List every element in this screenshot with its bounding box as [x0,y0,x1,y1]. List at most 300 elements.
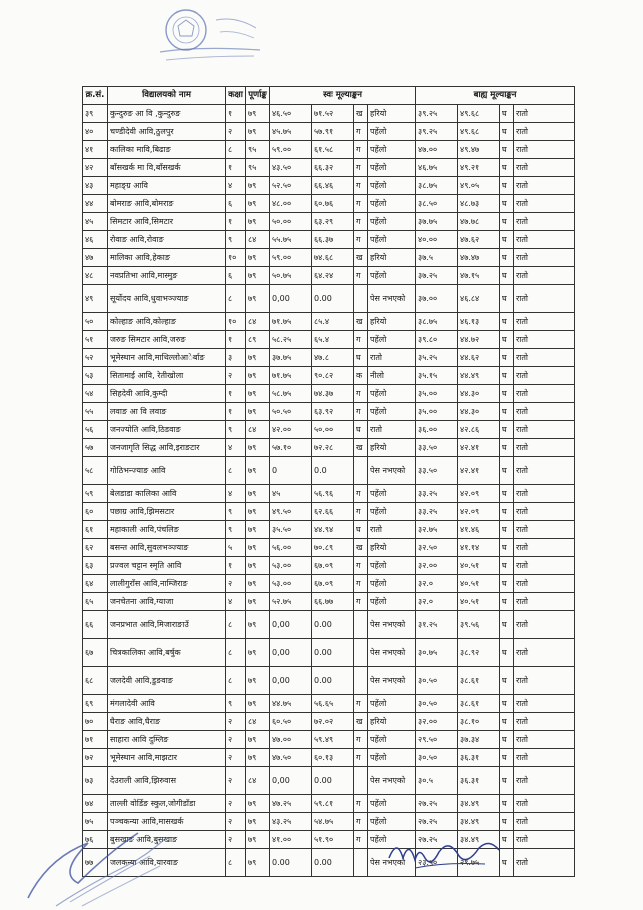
cell-internal-grade: घ [354,349,368,367]
cell-internal-score: ५८.२५ [270,331,312,349]
cell-internal-color: पहेंलो [368,267,416,285]
cell-school-name: साहारा आवि दुम्लिङ [108,731,226,749]
cell-external-color: रातो [514,713,575,731]
cell-external-percent: ४७.६२ [458,231,500,249]
cell-external-grade: घ [500,231,514,249]
cell-class: १ [226,213,246,231]
cell-full-marks: ७९ [246,267,270,285]
cell-external-score: २९.५० [416,731,458,749]
cell-school-name: जनजागृति सिद्ध आवि,इराङटार [108,439,226,457]
cell-external-score: ४६.७५ [416,159,458,177]
cell-sn: ४१ [83,141,108,159]
cell-internal-score: ५०.७५ [270,267,312,285]
cell-external-percent: ४४.६२ [458,349,500,367]
cell-external-percent: ३८.६१ [458,695,500,713]
cell-full-marks: ८४ [246,421,270,439]
table-row [83,313,575,331]
cell-internal-grade [354,667,368,695]
cell-external-score: ३३.५० [416,439,458,457]
cell-class: ८ [226,457,246,485]
cell-internal-score: ४९.५० [270,503,312,521]
cell-internal-percent: ४७.८ [312,349,354,367]
cell-sn: ७७ [83,849,108,877]
header-school: विद्यालयको नाम [108,87,226,105]
cell-internal-percent: 0.00 [312,667,354,695]
cell-class: ९ [226,503,246,521]
cell-external-percent: ३७.३४ [458,731,500,749]
cell-school-name: पञ्चकन्या आवि,मासखर्क [108,813,226,831]
cell-external-grade: घ [500,611,514,639]
cell-class: ३ [226,349,246,367]
cell-school-name: रोवाङ आवि,रोवाङ [108,231,226,249]
cell-external-score: ३९.२५ [416,123,458,141]
table-row [83,485,575,503]
cell-external-score: ३२.० [416,593,458,611]
cell-external-color: रातो [514,521,575,539]
cell-internal-color: पेस नभएको [368,767,416,795]
cell-sn: ६४ [83,575,108,593]
cell-internal-percent: ५९.८१ [312,795,354,813]
cell-external-score: २७.२५ [416,831,458,849]
cell-internal-grade: ग [354,403,368,421]
header-sn: क्र.सं. [83,87,108,105]
cell-class: १ [226,385,246,403]
cell-internal-color: पहेंलो [368,749,416,767]
cell-class: ४ [226,485,246,503]
cell-internal-grade: ग [354,795,368,813]
cell-sn: ७१ [83,731,108,749]
cell-external-score: ३२.० [416,575,458,593]
cell-class: १० [226,249,246,267]
cell-internal-percent: 0.0 [312,457,354,485]
cell-sn: ४५ [83,213,108,231]
cell-external-grade: घ [500,331,514,349]
cell-internal-color: पहेंलो [368,485,416,503]
cell-external-percent: ३९.५६ [458,611,500,639]
cell-external-score: ३७.०० [416,285,458,313]
cell-external-percent: ३६.३१ [458,767,500,795]
cell-sn: ५६ [83,421,108,439]
cell-external-grade: घ [500,831,514,849]
cell-internal-grade: ग [354,123,368,141]
cell-internal-grade: ख [354,439,368,457]
cell-external-percent: ४४.४९ [458,367,500,385]
cell-sn: ६८ [83,667,108,695]
cell-internal-score: ४४.७५ [270,695,312,713]
cell-internal-color: हरियो [368,249,416,267]
cell-school-name: देउराली आवि,झिरुवास [108,767,226,795]
cell-class: १ [226,557,246,575]
cell-external-color: रातो [514,849,575,877]
cell-internal-grade: ग [354,177,368,195]
cell-external-color: रातो [514,159,575,177]
cell-external-grade: घ [500,593,514,611]
cell-external-percent: ४९.२१ [458,159,500,177]
cell-internal-color: पहेंलो [368,141,416,159]
cell-internal-grade: ग [354,731,368,749]
cell-sn: ६१ [83,521,108,539]
cell-internal-grade: घ [354,421,368,439]
cell-internal-score: ४७.०० [270,731,312,749]
cell-class: ८ [226,639,246,667]
cell-external-percent: ४२.४१ [458,457,500,485]
cell-internal-percent: ४४.९४ [312,521,354,539]
cell-external-score: ३२.५० [416,539,458,557]
cell-full-marks: ७९ [246,593,270,611]
cell-internal-score: ६०.५० [270,713,312,731]
cell-school-name: जनप्रभात आवि,मिजाराङाउँ [108,611,226,639]
cell-external-color: रातो [514,231,575,249]
table-row [83,213,575,231]
cell-class: ५ [226,539,246,557]
cell-sn: ७२ [83,749,108,767]
cell-internal-score: ४३.५० [270,159,312,177]
cell-external-score: ३५.२५ [416,349,458,367]
cell-external-percent: ४०.५१ [458,593,500,611]
cell-school-name: लवाङ आ वि लवाङ [108,403,226,421]
cell-sn: ५४ [83,385,108,403]
cell-full-marks: ७९ [246,575,270,593]
cell-internal-percent: ७२.०२ [312,713,354,731]
cell-internal-color: रातो [368,421,416,439]
cell-sn: ४७ [83,249,108,267]
cell-internal-score: ४८.०० [270,195,312,213]
cell-external-grade: घ [500,177,514,195]
cell-external-grade: घ [500,367,514,385]
cell-sn: ७० [83,713,108,731]
cell-external-percent: ४४.७२ [458,331,500,349]
cell-external-percent: ४२.०९ [458,485,500,503]
cell-internal-color: पेस नभएको [368,849,416,877]
cell-external-percent: ३८.१० [458,713,500,731]
cell-external-color: रातो [514,749,575,767]
cell-external-score: ३८.७५ [416,177,458,195]
cell-internal-grade: ग [354,695,368,713]
cell-school-name: जरुङ सिमटार आवि,जरुङ [108,331,226,349]
cell-external-percent: ४१.४६ [458,521,500,539]
cell-external-score: ३०.५० [416,667,458,695]
cell-internal-grade [354,285,368,313]
cell-external-score: ३८.५० [416,195,458,213]
cell-external-grade: घ [500,457,514,485]
cell-school-name: ताल्ली वोर्डिङ स्कुल,जोगीडाँडा [108,795,226,813]
cell-internal-color: पहेंलो [368,831,416,849]
table-row [83,749,575,767]
cell-full-marks: ९५ [246,159,270,177]
cell-sn: ६६ [83,611,108,639]
cell-internal-grade: ग [354,195,368,213]
header-external-evaluation: बाह्य मूल्याङ्कन [416,87,575,105]
cell-external-grade: घ [500,713,514,731]
cell-internal-score: ५७.१० [270,439,312,457]
cell-internal-score: ३७.७५ [270,349,312,367]
cell-external-percent: २९.७५ [458,849,500,877]
cell-full-marks: ७९ [246,813,270,831]
table-row [83,503,575,521]
cell-external-color: रातो [514,213,575,231]
cell-internal-grade [354,849,368,877]
cell-internal-color: पहेंलो [368,195,416,213]
cell-class: १० [226,313,246,331]
cell-full-marks: ७९ [246,557,270,575]
cell-class: ८ [226,285,246,313]
cell-internal-percent: ६५.४ [312,331,354,349]
cell-external-score: २७.२५ [416,795,458,813]
cell-full-marks: ८४ [246,231,270,249]
cell-internal-percent: ६१.५८ [312,141,354,159]
cell-external-score: ३७.७५ [416,213,458,231]
table-row [83,159,575,177]
cell-school-name: बाँसखर्क मा वि,बाँसखर्क [108,159,226,177]
cell-school-name: सिमटार आवि,सिमटार [108,213,226,231]
cell-internal-color: पहेंलो [368,403,416,421]
cell-internal-score: ४७.२५ [270,795,312,813]
cell-external-score: ३३.५० [416,457,458,485]
cell-internal-score: 0,00 [270,767,312,795]
cell-internal-percent: ५९.४९ [312,731,354,749]
cell-internal-score: ७१.७५ [270,313,312,331]
cell-school-name: कोल्हाङ आवि,कोल्हाङ [108,313,226,331]
cell-class: १ [226,403,246,421]
cell-school-name: बेलडाडा कालिका आवि [108,485,226,503]
cell-external-color: रातो [514,503,575,521]
cell-internal-score: 0 [270,457,312,485]
table-row [83,421,575,439]
cell-school-name: पछाग्र आवि,झिमसटार [108,503,226,521]
cell-external-percent: ३८.९२ [458,639,500,667]
cell-internal-score: ४५.७५ [270,123,312,141]
cell-internal-color: पहेंलो [368,159,416,177]
cell-internal-score: ५३.०० [270,557,312,575]
table-row [83,439,575,457]
cell-class: २ [226,713,246,731]
cell-external-percent: ४२.४१ [458,439,500,457]
cell-external-score: ४७.०० [416,141,458,159]
cell-sn: ६९ [83,695,108,713]
table-row [83,521,575,539]
cell-external-percent: ४४.३० [458,385,500,403]
cell-internal-grade: ख [354,249,368,267]
cell-external-grade: घ [500,213,514,231]
cell-sn: ४४ [83,195,108,213]
table-row [83,285,575,313]
cell-class: ४ [226,593,246,611]
cell-internal-percent: ७०.८९ [312,539,354,557]
cell-internal-grade: ग [354,813,368,831]
cell-school-name: चण्डीदेवी आवि,ठुलपुर [108,123,226,141]
cell-class: १ [226,159,246,177]
cell-internal-color: हरियो [368,313,416,331]
cell-external-grade: घ [500,667,514,695]
cell-full-marks: ९५ [246,141,270,159]
cell-external-percent: ४२.८६ [458,421,500,439]
cell-school-name: महाकाली आवि,पंचलिङ [108,521,226,539]
cell-external-color: रातो [514,439,575,457]
cell-sn: ४३ [83,177,108,195]
cell-external-percent: ४९.६८ [458,123,500,141]
cell-external-grade: घ [500,159,514,177]
cell-internal-percent: ७४.३७ [312,385,354,403]
cell-external-color: रातो [514,731,575,749]
table-row [83,267,575,285]
table-row [83,593,575,611]
cell-external-grade: घ [500,795,514,813]
cell-external-grade: घ [500,285,514,313]
cell-external-score: ३३.२५ [416,503,458,521]
cell-internal-score: ५९.०० [270,249,312,267]
cell-internal-percent: ६७.०९ [312,557,354,575]
cell-external-percent: ४८.७३ [458,195,500,213]
cell-school-name: सूर्योदय आवि,धुवाभञ्ज्याङ [108,285,226,313]
cell-external-grade: घ [500,557,514,575]
cell-external-grade: घ [500,575,514,593]
cell-sn: ४८ [83,267,108,285]
cell-school-name: गोठिभन्ज्याङ आवि [108,457,226,485]
cell-internal-score: 0,00 [270,285,312,313]
cell-school-name: जलदेवी आवि,डुङवाङ [108,667,226,695]
cell-internal-percent: ६२.६६ [312,503,354,521]
cell-full-marks: ७९ [246,849,270,877]
table-row [83,539,575,557]
table-row [83,575,575,593]
cell-class: २ [226,731,246,749]
cell-full-marks: ७९ [246,123,270,141]
cell-internal-score: ४५ [270,485,312,503]
table-row [83,639,575,667]
cell-internal-color: पहेंलो [368,731,416,749]
cell-internal-grade: ख [354,713,368,731]
cell-full-marks: ७९ [246,457,270,485]
cell-external-percent: ३४.४९ [458,831,500,849]
cell-external-grade: घ [500,105,514,123]
cell-sn: ५८ [83,457,108,485]
table-row [83,331,575,349]
cell-external-percent: ३४.४९ [458,813,500,831]
cell-external-color: रातो [514,457,575,485]
cell-internal-score: ३५.५० [270,521,312,539]
cell-internal-color: रातो [368,349,416,367]
cell-internal-score: ५२.५० [270,177,312,195]
cell-internal-color: हरियो [368,105,416,123]
cell-internal-score: 0.00 [270,849,312,877]
cell-external-grade: घ [500,767,514,795]
cell-sn: ५५ [83,403,108,421]
cell-school-name: सिहदेवी आवि,कुम्दी [108,385,226,403]
cell-external-color: रातो [514,195,575,213]
cell-external-color: रातो [514,667,575,695]
cell-internal-percent: ७२.२८ [312,439,354,457]
cell-internal-score: 0,00 [270,667,312,695]
cell-external-color: रातो [514,403,575,421]
cell-sn: ६३ [83,557,108,575]
cell-school-name: लालीगुराँस आवि,नाम्जिराङ [108,575,226,593]
cell-internal-grade: ग [354,557,368,575]
cell-internal-color: पहेंलो [368,593,416,611]
cell-external-percent: ४९.६८ [458,105,500,123]
cell-internal-grade: ग [354,503,368,521]
header-full: पूर्णाङ्क [246,87,270,105]
cell-external-grade: घ [500,313,514,331]
table-row [83,457,575,485]
cell-external-grade: घ [500,249,514,267]
cell-external-color: रातो [514,105,575,123]
cell-external-score: ३०.५० [416,749,458,767]
cell-internal-percent: 0.00 [312,611,354,639]
cell-internal-grade: ग [354,267,368,285]
cell-external-grade: घ [500,849,514,877]
cell-internal-grade: ग [354,159,368,177]
cell-internal-percent: ५४.७५ [312,813,354,831]
cell-external-percent: ३६.३१ [458,749,500,767]
cell-internal-color: पेस नभएको [368,611,416,639]
signature-right [385,828,505,878]
cell-sn: ७४ [83,795,108,813]
cell-class: २ [226,767,246,795]
cell-sn: ५० [83,313,108,331]
cell-internal-grade: ग [354,213,368,231]
cell-internal-grade: ग [354,385,368,403]
cell-external-color: रातो [514,367,575,385]
cell-external-score: ३७.५ [416,249,458,267]
table-row [83,557,575,575]
cell-external-color: रातो [514,267,575,285]
cell-internal-percent: ६६.४६ [312,177,354,195]
cell-school-name: जनचेतना आवि,ग्याजा [108,593,226,611]
cell-full-marks: ७९ [246,539,270,557]
cell-internal-color: पेस नभएको [368,457,416,485]
cell-internal-score: ४३.२५ [270,813,312,831]
cell-internal-color: हरियो [368,713,416,731]
cell-internal-grade: घ [354,521,368,539]
cell-external-grade: घ [500,731,514,749]
cell-external-score: ३७.२५ [416,267,458,285]
cell-internal-color: पहेंलो [368,123,416,141]
cell-external-percent: ४०.५१ [458,557,500,575]
cell-internal-grade: ख [354,313,368,331]
cell-internal-score: 0,00 [270,611,312,639]
cell-sn: ७३ [83,767,108,795]
cell-internal-score: ४१.०० [270,831,312,849]
cell-external-grade: घ [500,123,514,141]
cell-class: २ [226,123,246,141]
cell-class: ८ [226,141,246,159]
cell-internal-percent: ६४.२४ [312,267,354,285]
cell-full-marks: ७९ [246,695,270,713]
signature-stamp-left [20,828,210,908]
cell-class: ८ [226,611,246,639]
cell-sn: ५७ [83,439,108,457]
cell-internal-color: पहेंलो [368,813,416,831]
cell-full-marks: ७९ [246,831,270,849]
cell-external-grade: घ [500,385,514,403]
cell-external-color: रातो [514,539,575,557]
cell-school-name: मालिका आवि,हेकाङ [108,249,226,267]
cell-internal-color: पहेंलो [368,213,416,231]
cell-school-name: भूमेस्थान आवि,माझटार [108,749,226,767]
cell-external-score: ३२.०० [416,557,458,575]
cell-sn: ४६ [83,231,108,249]
cell-sn: ३९ [83,105,108,123]
cell-school-name: मंगलादेवी आवि [108,695,226,713]
cell-external-grade: घ [500,403,514,421]
cell-internal-color: पहेंलो [368,575,416,593]
table-row [83,731,575,749]
cell-sn: ६७ [83,639,108,667]
cell-full-marks: ७९ [246,367,270,385]
cell-internal-color: पहेंलो [368,503,416,521]
cell-external-score: २३.५० [416,849,458,877]
cell-sn: ६५ [83,593,108,611]
